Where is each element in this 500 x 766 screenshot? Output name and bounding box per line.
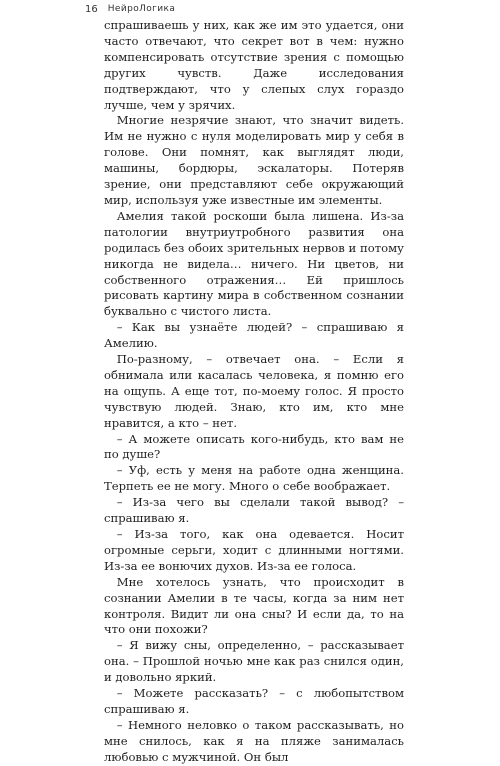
dialogue-line: – Уф, есть у меня на работе одна женщина. Терпеть ее не могу. Много о себе воображает. — [104, 463, 404, 494]
dialogue-line: – Немного неловко о таком рассказывать, но мне снилось, как я на пляже занималась любовью с мужчиной. Он был — [104, 717, 404, 764]
dialogue-line: По-разному, – отвечает она. – Если я обнимала или касалась человека, я помню его на ощупь. А еще тот, по-моему голос. Я просто чувствую людей. Знаю, кто им, кто мне нравится, а кто – нет. — [104, 352, 404, 430]
page-number: 16 — [85, 3, 98, 15]
paragraph: Амелия такой роскоши была лишена. Из-за патологии внутриутробного развития она родилась без обоих зрительных нервов и потому никогда не видела… ничего. Ни цветов, ни собственного отражения… Ей пришлось рисовать картину мира в собственном сознании буквально с чистого листа. — [104, 208, 404, 319]
paragraph: Мне хотелось узнать, что происходит в сознании Амелии в те часы, когда за ним нет контроля. Видит ли она сны? И если да, то на что они похожи? — [104, 574, 404, 637]
dialogue-line: – Из-за того, как она одевается. Носит огромные серьги, ходит с длинными ногтями. Из-за ее вонючих духов. Из-за ее голоса. — [104, 527, 404, 573]
running-title: НейроЛогика — [107, 4, 176, 14]
dialogue-line: – Я вижу сны, определенно, – рассказывает она. – Прошлой ночью мне как раз снился один, и довольно яркий. — [104, 638, 404, 685]
dialogue-line: – Как вы узнаёте людей? – спрашиваю я Амелию. — [104, 320, 404, 351]
paragraph: Многие незрячие знают, что значит видеть. Им не нужно с нуля моделировать мир у себя в голове. Они помнят, как выглядят люди, машины, бордюры, эскалаторы. Потеряв зрение, они представляют себе окружающий мир, используя уже известные им элементы. — [104, 113, 404, 207]
dialogue-line: – А можете описать кого-нибудь, кто вам не по душе? — [104, 431, 404, 462]
dialogue-line: – Можете рассказать? – с любопытством спрашиваю я. — [104, 686, 404, 716]
body-text — [104, 18, 404, 766]
paragraph: спрашиваешь у них, как же им это удается, они часто отвечают, что секрет вот в чем: нужно компенсировать отсутствие зрения с помощью других чувств. Даже исследования подтверждают, что у слепых слух гораздо лучше, чем у зрячих. — [104, 18, 404, 112]
running-header — [85, 0, 175, 18]
dialogue-line: – Из-за чего вы сделали такой вывод? – спрашиваю я. — [104, 495, 404, 526]
